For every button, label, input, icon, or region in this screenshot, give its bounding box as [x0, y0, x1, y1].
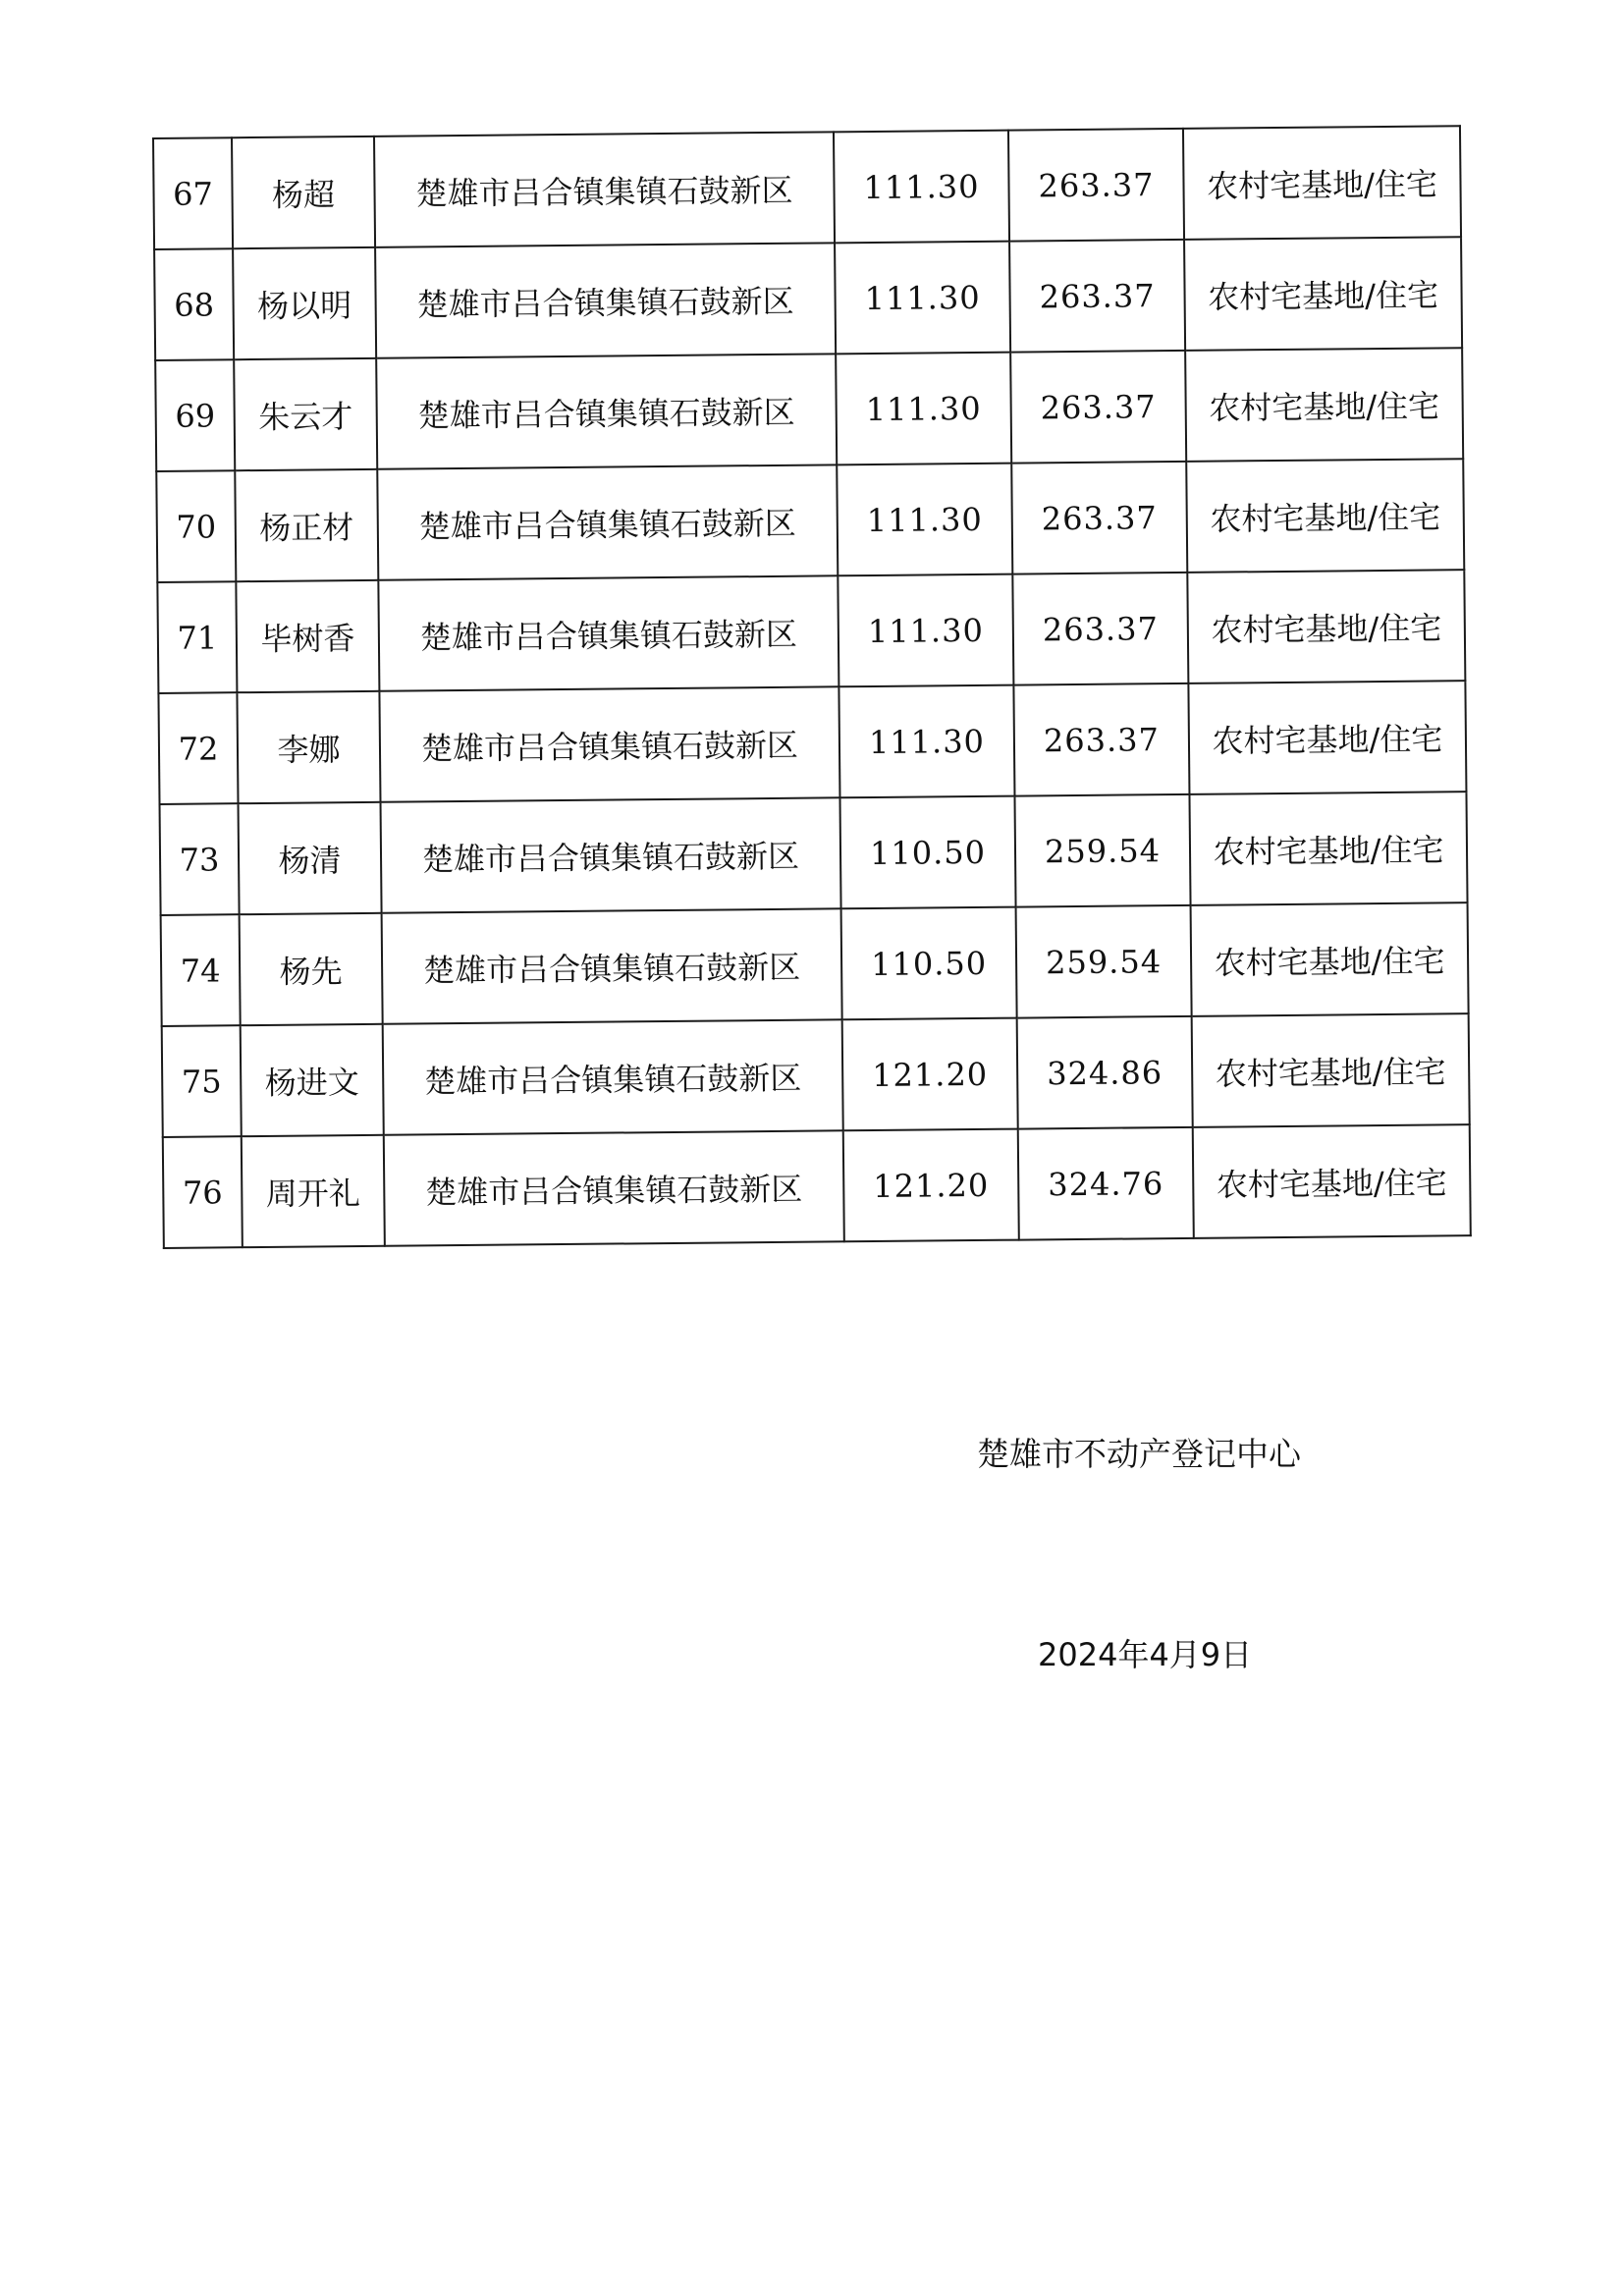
area-value-cell: 121.20 — [843, 1129, 1019, 1242]
serial-number-cell: 72 — [158, 692, 238, 804]
location-cell: 楚雄市吕合镇集镇石鼓新区 — [382, 908, 842, 1023]
owner-name-cell: 杨进文 — [241, 1024, 384, 1136]
land-use-cell: 农村宅基地/住宅 — [1186, 459, 1464, 573]
table-row — [162, 1013, 1470, 1137]
area-value-cell: 263.37 — [1012, 573, 1188, 685]
serial-number-cell: 70 — [156, 470, 236, 582]
land-use-cell: 农村宅基地/住宅 — [1184, 237, 1462, 351]
area-value-cell: 259.54 — [1014, 794, 1190, 907]
serial-number-cell: 67 — [153, 137, 233, 249]
land-use-cell: 农村宅基地/住宅 — [1191, 902, 1469, 1016]
owner-name-cell: 杨以明 — [233, 247, 376, 359]
area-value-cell: 121.20 — [842, 1018, 1018, 1131]
location-cell: 楚雄市吕合镇集镇石鼓新区 — [379, 686, 839, 801]
land-use-cell: 农村宅基地/住宅 — [1193, 1124, 1471, 1238]
table-row — [155, 348, 1463, 471]
serial-number-cell: 73 — [160, 803, 240, 915]
location-cell: 楚雄市吕合镇集镇石鼓新区 — [376, 354, 837, 468]
serial-number-cell: 76 — [163, 1136, 243, 1248]
table-row — [160, 792, 1468, 915]
serial-number-cell: 74 — [161, 914, 241, 1026]
location-cell: 楚雄市吕合镇集镇石鼓新区 — [384, 1130, 844, 1245]
area-value-cell: 110.50 — [841, 907, 1017, 1020]
land-use-cell: 农村宅基地/住宅 — [1188, 681, 1466, 794]
land-use-cell: 农村宅基地/住宅 — [1189, 792, 1467, 905]
land-use-cell: 农村宅基地/住宅 — [1183, 126, 1461, 240]
serial-number-cell: 71 — [157, 581, 237, 693]
area-value-cell: 111.30 — [835, 242, 1010, 355]
area-value-cell: 111.30 — [838, 574, 1013, 687]
serial-number-cell: 68 — [154, 248, 234, 360]
location-cell: 楚雄市吕合镇集镇石鼓新区 — [383, 1019, 843, 1134]
location-cell: 楚雄市吕合镇集镇石鼓新区 — [374, 132, 835, 246]
owner-name-cell: 毕树香 — [236, 580, 379, 692]
registry-table — [152, 125, 1472, 1249]
location-cell: 楚雄市吕合镇集镇石鼓新区 — [375, 243, 836, 357]
area-value-cell: 263.37 — [1009, 240, 1185, 353]
area-value-cell: 110.50 — [839, 796, 1015, 909]
table-row — [163, 1124, 1471, 1248]
owner-name-cell: 李娜 — [237, 691, 380, 803]
table-row — [156, 459, 1464, 582]
area-value-cell: 324.86 — [1017, 1016, 1193, 1129]
registry-table-body — [153, 126, 1471, 1248]
land-use-cell: 农村宅基地/住宅 — [1187, 570, 1465, 683]
issuing-organization: 楚雄市不动产登记中心 — [977, 1435, 1301, 1473]
table-row — [161, 902, 1469, 1026]
serial-number-cell: 75 — [162, 1025, 242, 1137]
owner-name-cell: 杨先 — [240, 913, 383, 1025]
table-row — [158, 681, 1466, 804]
owner-name-cell: 杨清 — [239, 802, 382, 914]
land-use-cell: 农村宅基地/住宅 — [1185, 348, 1463, 462]
registry-table-container — [152, 125, 1472, 1249]
table-row — [157, 570, 1465, 693]
area-value-cell: 263.37 — [1013, 683, 1189, 796]
land-use-cell: 农村宅基地/住宅 — [1192, 1013, 1470, 1127]
area-value-cell: 259.54 — [1016, 905, 1192, 1018]
area-value-cell: 263.37 — [1011, 462, 1187, 574]
area-value-cell: 263.37 — [1010, 351, 1186, 464]
area-value-cell: 263.37 — [1008, 129, 1184, 242]
area-value-cell: 324.76 — [1018, 1127, 1194, 1240]
area-value-cell: 111.30 — [834, 131, 1009, 244]
table-row — [153, 126, 1461, 249]
table-row — [154, 237, 1462, 360]
area-value-cell: 111.30 — [839, 685, 1014, 798]
owner-name-cell: 周开礼 — [242, 1135, 385, 1247]
owner-name-cell: 朱云才 — [234, 358, 377, 470]
location-cell: 楚雄市吕合镇集镇石鼓新区 — [377, 465, 838, 579]
area-value-cell: 111.30 — [837, 464, 1012, 576]
issue-date: 2024年4月9日 — [1038, 1636, 1253, 1673]
location-cell: 楚雄市吕合镇集镇石鼓新区 — [381, 797, 841, 912]
owner-name-cell: 杨超 — [232, 137, 375, 248]
owner-name-cell: 杨正材 — [235, 469, 378, 581]
location-cell: 楚雄市吕合镇集镇石鼓新区 — [378, 575, 839, 690]
area-value-cell: 111.30 — [836, 353, 1011, 465]
serial-number-cell: 69 — [155, 359, 235, 471]
